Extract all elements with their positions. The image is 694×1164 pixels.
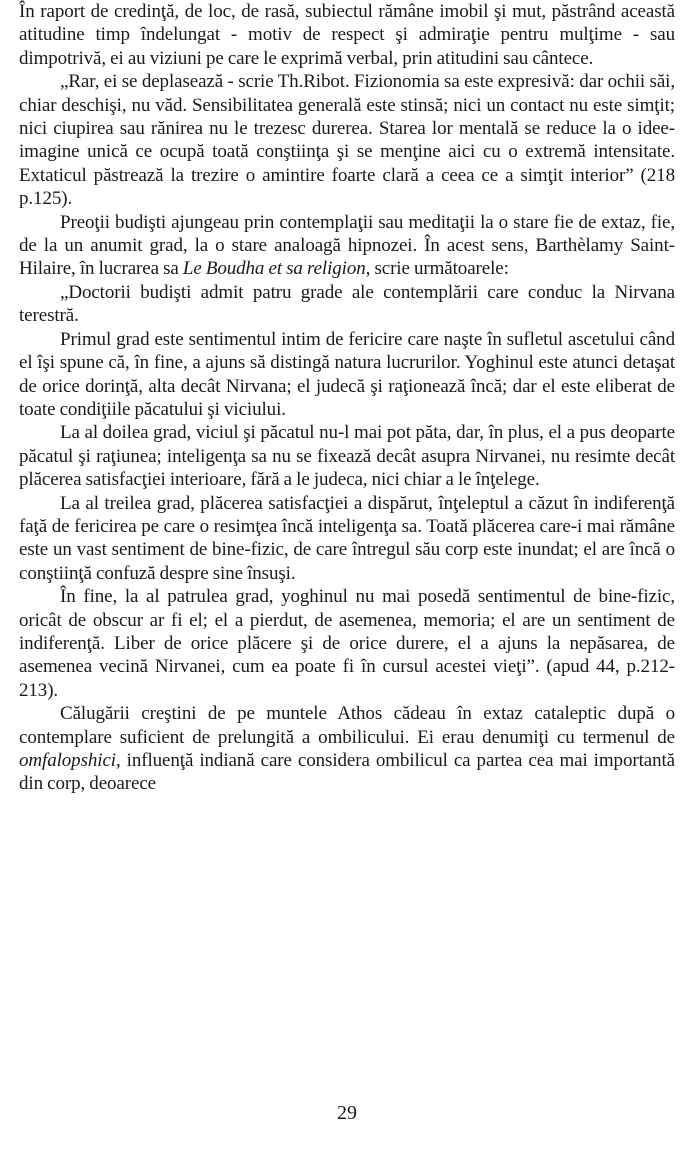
paragraph xyxy=(19,585,675,702)
paragraph-text: În fine, la al patrulea grad, yoghinul nu mai posedă sentimentul de bine-fizic, oricât de obscur ar fi el; el a pierdut, de asemenea, memoria; el are un sentiment de indiferenţă. Liber de orice plăcere şi de orice durere, el a ajuns la nepăsarea, de asemenea vecină Nirvanei, cum ea poate fi în cursul acestei vieţi”. (apud 44, p.212-213). xyxy=(19,586,675,701)
page-number: 29 xyxy=(337,1102,357,1124)
paragraph xyxy=(19,492,675,586)
paragraph xyxy=(19,211,675,281)
paragraph xyxy=(19,328,675,422)
paragraph xyxy=(19,281,675,328)
paragraph xyxy=(19,70,675,210)
term-italic: omfalopshici xyxy=(19,750,116,771)
paragraph-text: , scrie următoarele: xyxy=(365,258,509,280)
paragraph-text: Preoţii budişti ajungeau prin contemplaţii sau meditaţii la o stare fie de extaz, fie, de la un anumit grad, la o stare analoagă hipnozei. În acest sens, Barthèlamy Saint-Hilaire, în lucrarea sa xyxy=(19,211,675,280)
paragraph-text: „Rar, ei se deplasează - scrie Th.Ribot. Fizionomia sa este expresivă: dar ochii săi, chiar deschişi, nu văd. Sensibilitatea generală este stinsă; nici un contact nu este simţit; nici ciupirea sau rănirea nu le trezesc durerea. Starea lor mentală se reduce la o idee-imagine unică ce ocupă toată conştiinţa şi se menţine aici cu o extremă intensitate. Extaticul păstrează la trezire o amintire foarte clară a ceea ce a simţit interior” (218 p.125). xyxy=(19,71,675,210)
paragraph-text: La al doilea grad, viciul şi păcatul nu-l mai pot păta, dar, în plus, el a pus deoparte păcatul şi raţiunea; inteligenţa sa nu se fixează decât asupra Nirvanei, nu resimte decât plăcerea satisfacţiei interioare, fără a le judeca, nici chiar a le înţelege. xyxy=(19,422,675,491)
paragraph-text: Primul grad este sentimentul intim de fericire care naşte în sufletul ascetului când el îşi spune că, în fine, a ajuns să distingă natura lucrurilor. Yoghinul este atunci detaşat de orice dorinţă, alta decât Nirvana; el judecă şi raţionează încă; dar el este eliberat de toate condiţiile păcatului şi viciului. xyxy=(19,328,675,420)
paragraph-text: , influenţă indiană care considera ombilicul ca partea cea mai importantă din corp, deoarece xyxy=(19,750,675,795)
book-title: Le Boudha et sa religion xyxy=(182,258,366,280)
paragraph xyxy=(19,421,675,491)
paragraph-text: „Doctorii budişti admit patru grade ale contemplării care conduc la Nirvana terestră. xyxy=(19,281,675,327)
paragraph xyxy=(19,0,675,70)
page-body xyxy=(19,0,675,796)
paragraph-text: Călugării creştini de pe muntele Athos cădeau în extaz cataleptic după o contemplare suficient de prelungită a ombilicului. Ei erau denumiţi cu termenul de xyxy=(19,703,675,748)
paragraph-text: La al treilea grad, plăcerea satisfacţiei a dispărut, înţeleptul a căzut în indiferenţă faţă de fericirea pe care o resimţea încă inteligenţa sa. Toată plăcerea care-i mai rămâne este un vast sentiment de bine-fizic, de care întregul său corp este inundat; el are încă o conştiinţă confuză despre sine însuşi. xyxy=(19,492,675,584)
paragraph xyxy=(19,702,675,796)
paragraph-text: În raport de credinţă, de loc, de rasă, subiectul rămâne imobil şi mut, păstrând această atitudine timp îndelungat - motiv de respect şi admiraţie pentru mulţime - sau dimpotrivă, ei au viziuni pe care le exprimă verbal, prin atitudini sau cântece. xyxy=(19,1,675,69)
